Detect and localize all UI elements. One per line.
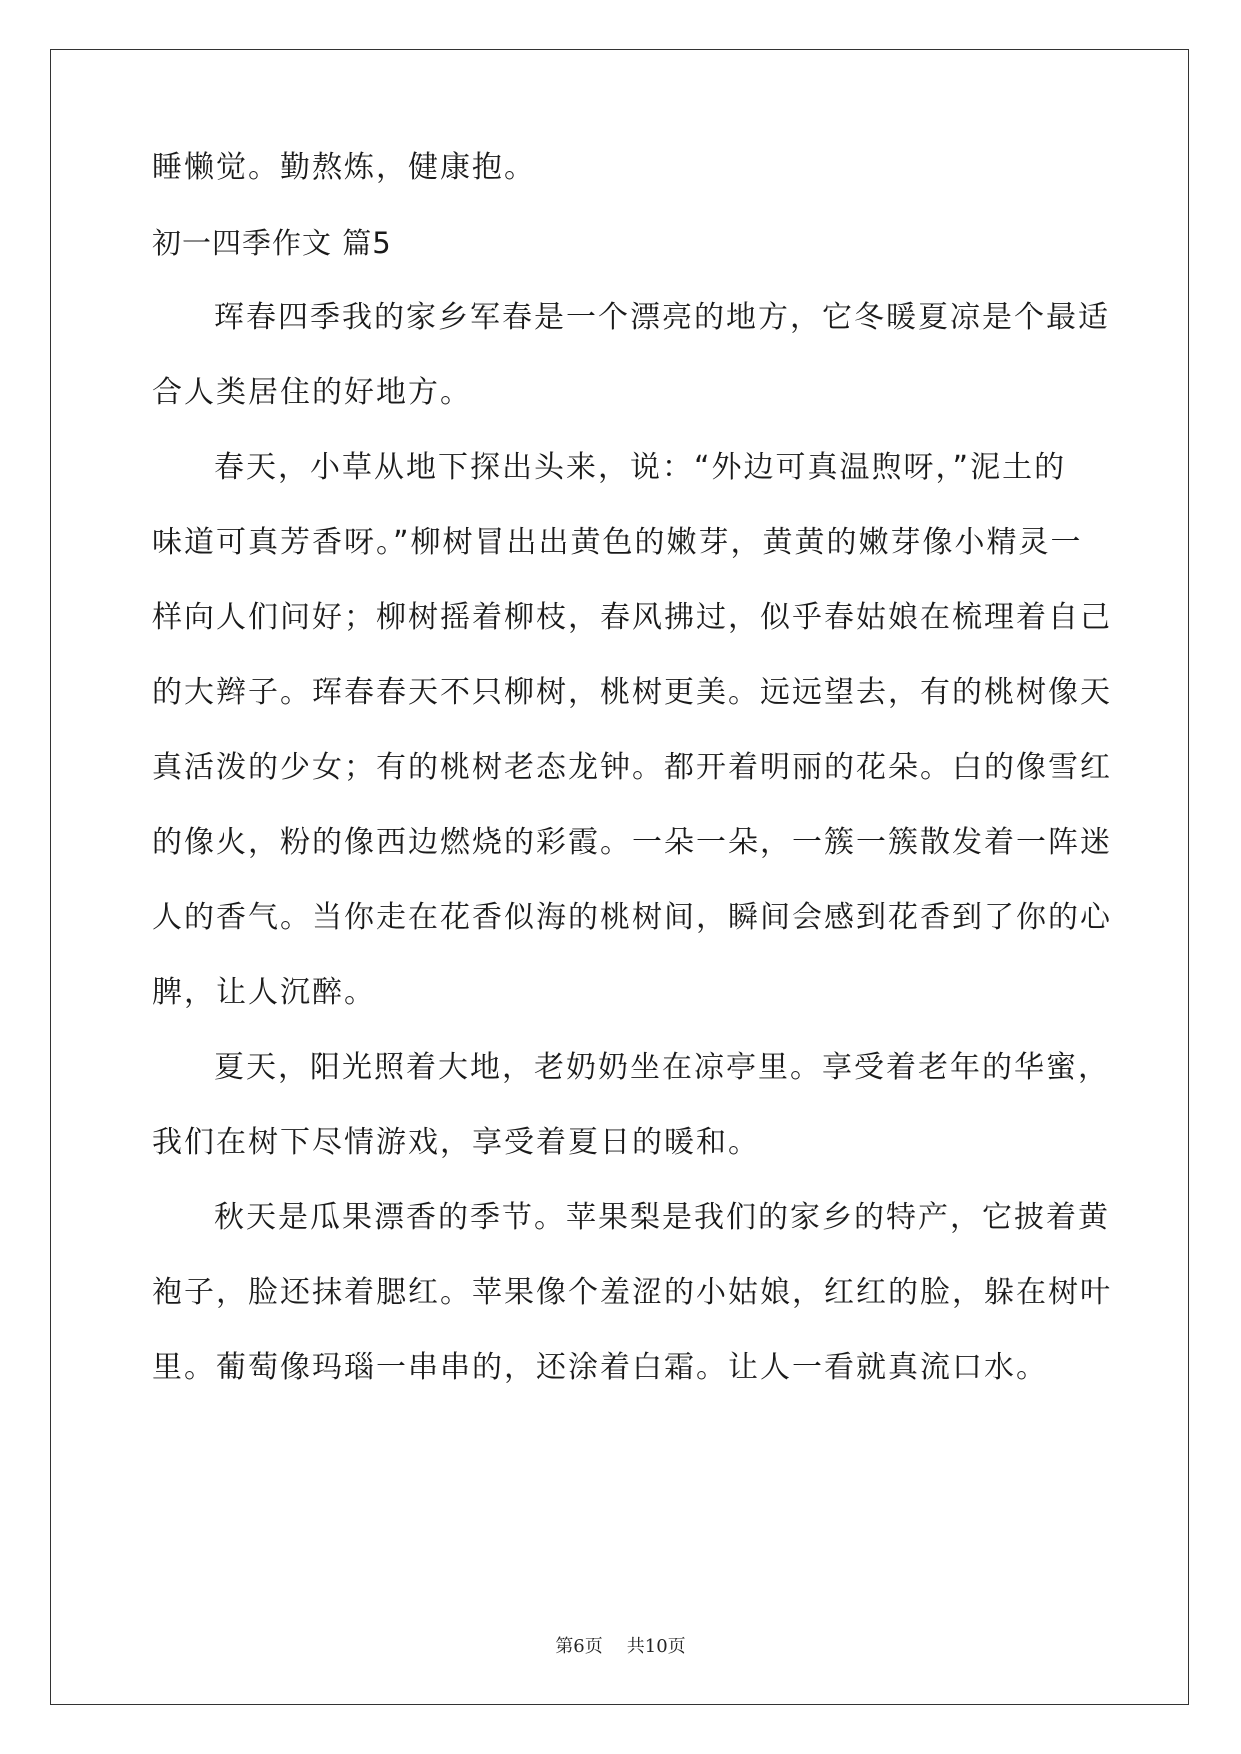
- page-current: 第6页: [555, 1636, 603, 1657]
- text-line: 真活泼的少女；有的桃树老态龙钟。都开着明丽的花朵。白的像雪红: [152, 750, 1112, 785]
- page-total: 共10页: [626, 1636, 686, 1657]
- text-line: 里。葡萄像玛瑙一串串的，还涂着白霜。让人一看就真流口水。: [152, 1350, 1048, 1385]
- text-line: 的像火，粉的像西边燃烧的彩霞。一朵一朵，一簇一簇散发着一阵迷: [152, 825, 1112, 860]
- text-line: 夏天，阳光照着大地，老奶奶坐在凉亭里。享受着老年的华蜜，: [214, 1050, 1110, 1085]
- text-line: 味道可真芳香呀。”柳树冒出出黄色的嫩芽，黄黄的嫩芽像小精灵一: [152, 525, 1083, 560]
- text-line: 人的香气。当你走在花香似海的桃树间，瞬间会感到花香到了你的心: [152, 900, 1112, 935]
- text-line: 珲春四季我的家乡军春是一个漂亮的地方，它冬暖夏凉是个最适: [214, 300, 1110, 335]
- text-line: 的大辫子。珲春春天不只柳树，桃树更美。远远望去，有的桃树像天: [152, 675, 1112, 710]
- text-line: 睡懒觉。勤熬炼，健康抱。: [152, 150, 536, 185]
- text-line: 我们在树下尽情游戏，享受着夏日的暖和。: [152, 1125, 760, 1160]
- page-footer: [0, 1632, 1241, 1658]
- section-heading: 初一四季作文 篇5: [152, 226, 392, 260]
- text-line: 袍子，脸还抹着腮红。苹果像个羞涩的小姑娘，红红的脸，躲在树叶: [152, 1275, 1112, 1310]
- text-line: 春天，小草从地下探出头来，说：“外边可真温煦呀，”泥土的: [214, 450, 1067, 485]
- text-line: 合人类居住的好地方。: [152, 375, 472, 410]
- text-line: 秋天是瓜果漂香的季节。苹果梨是我们的家乡的特产，它披着黄: [214, 1200, 1110, 1235]
- text-line: 脾，让人沉醉。: [152, 975, 376, 1010]
- text-line: 样向人们问好；柳树摇着柳枝，春风拂过，似乎春姑娘在梳理着自己: [152, 600, 1112, 635]
